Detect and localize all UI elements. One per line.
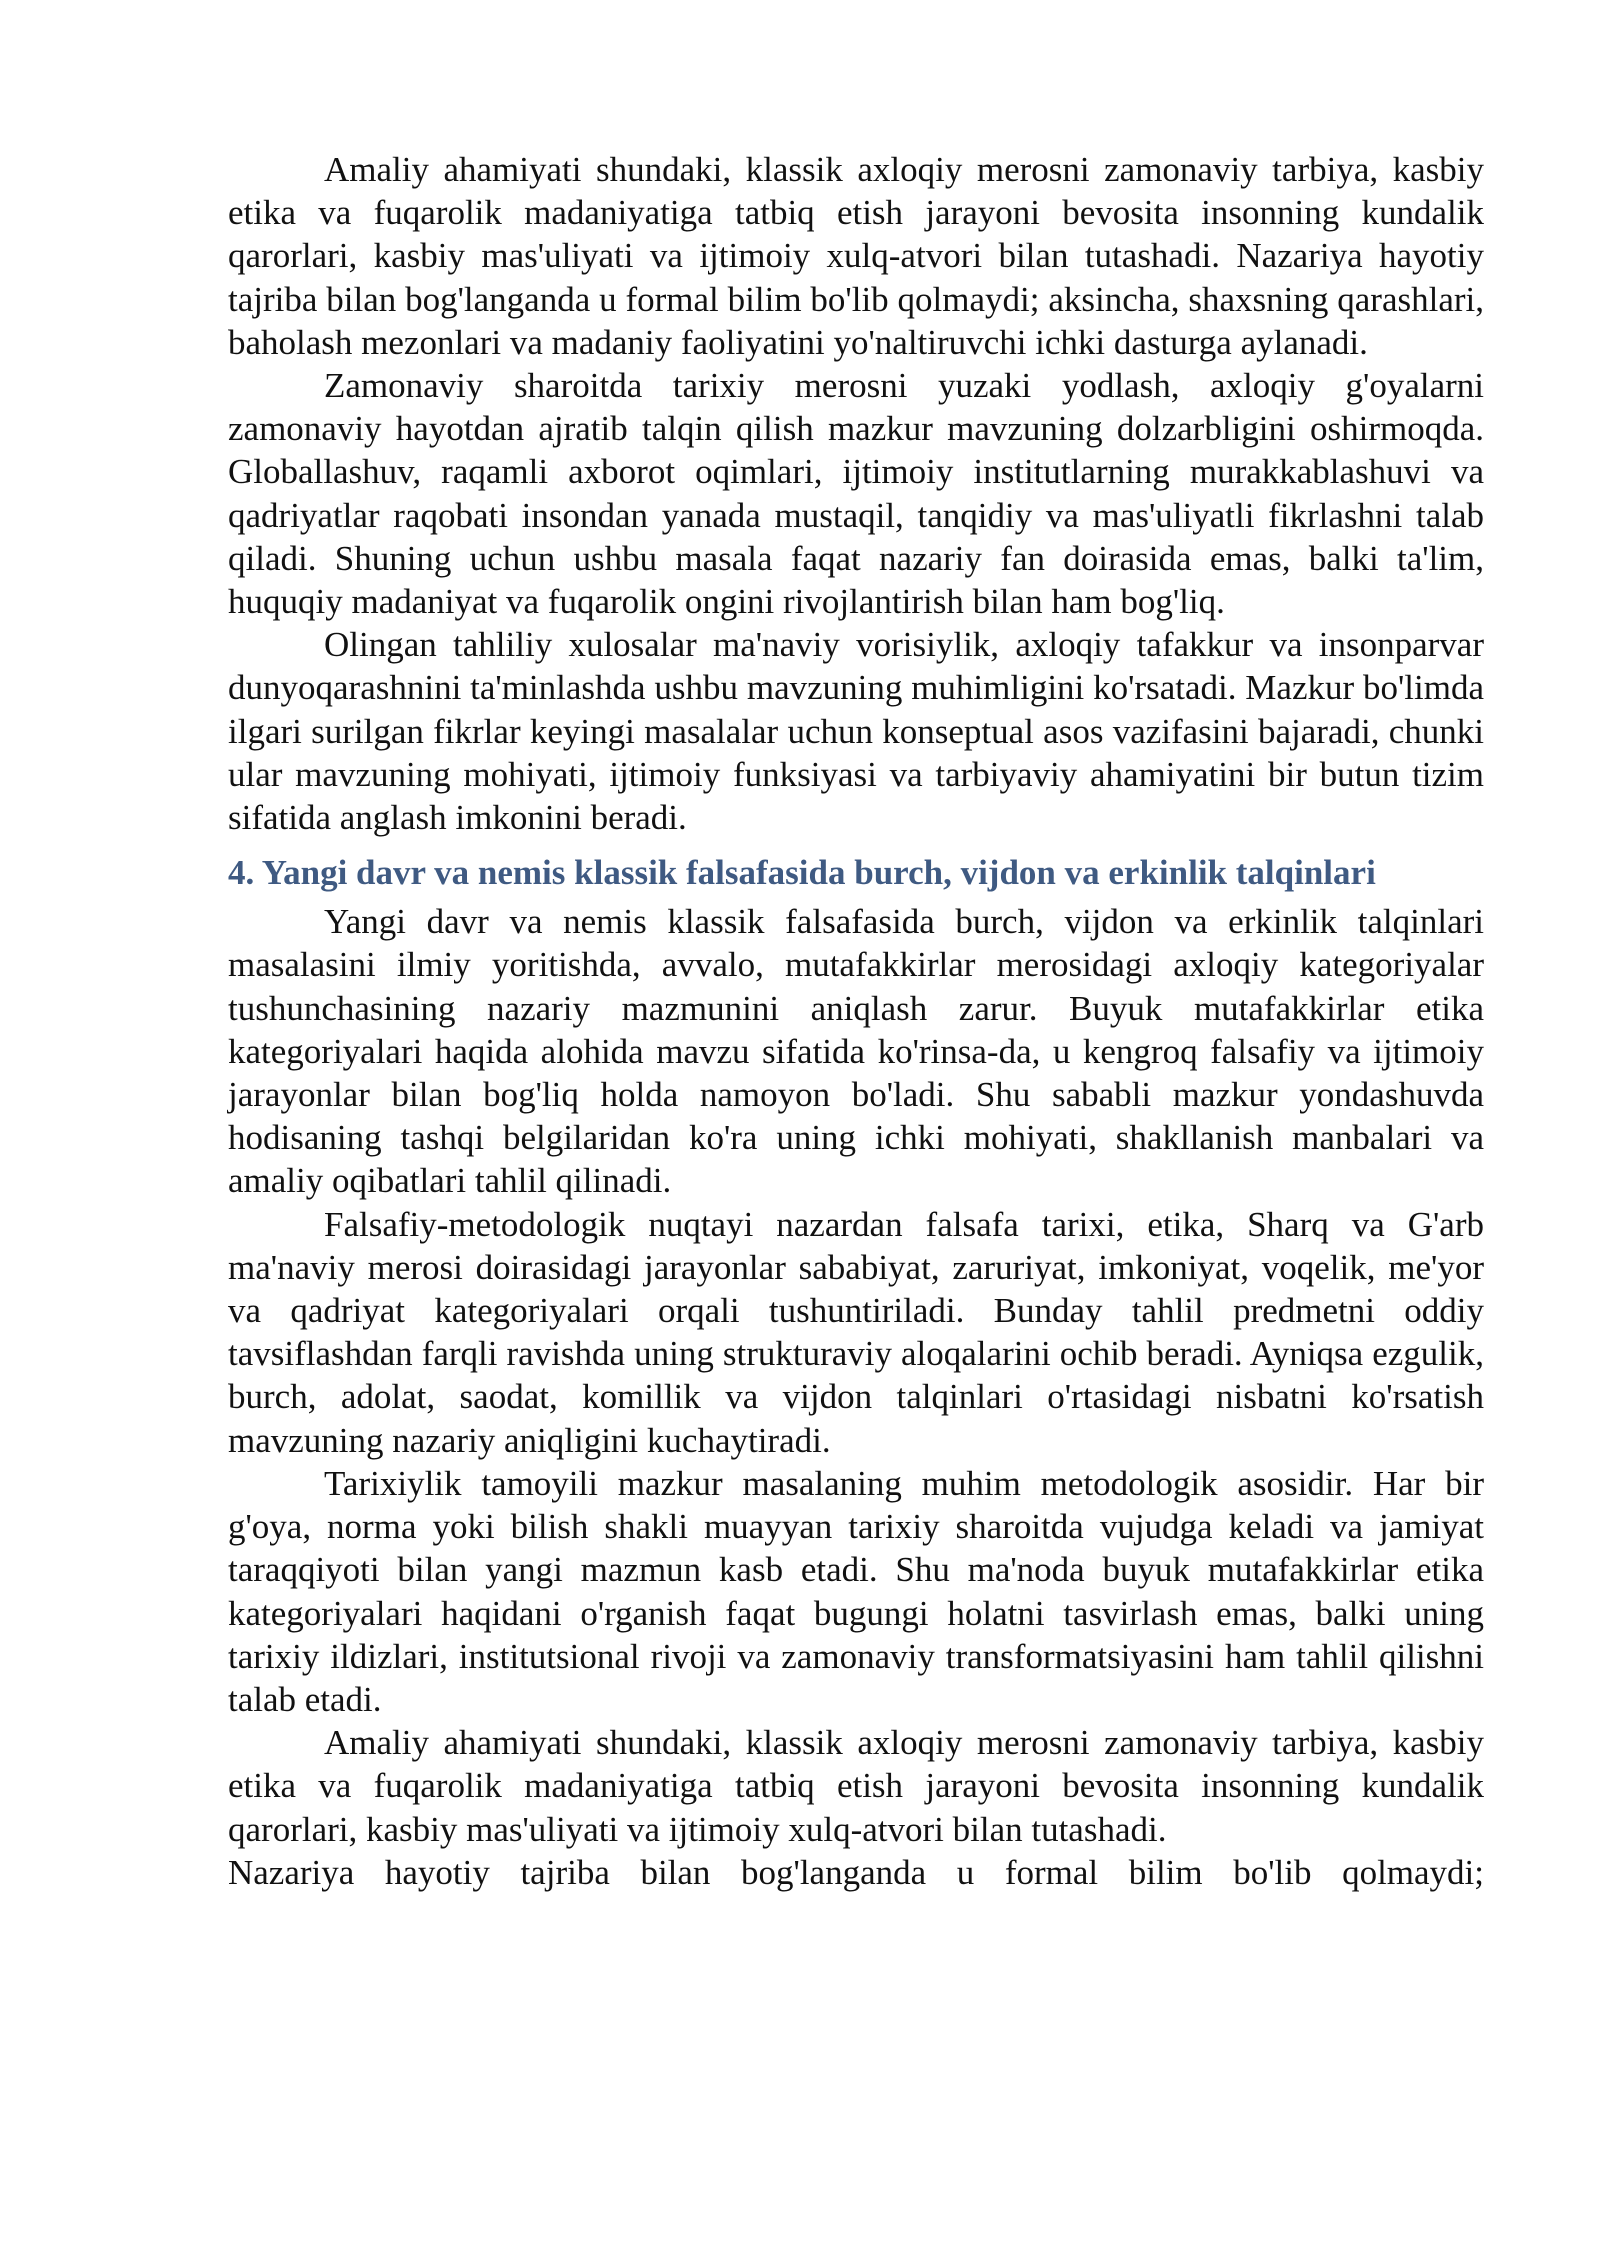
paragraph-historicity: Tarixiylik tamoyili mazkur masalaning muhim metodologik asosidir. Har bir g'oya, norma yoki bilish shakli muayyan tarixiy sharoitda vujudga keladi va jamiyat taraqqiyoti bilan yangi mazmun kasb etadi. Shu ma'noda buyuk mutafakkirlar etika kategoriyalari haqidani o'rganish faqat bugungi holatni tasvirlash emas, balki uning tarixiy ildizlari, institutsional rivoji va zamonaviy transformatsiyasini ham tahlil qilishni talab etadi. — [228, 1463, 1484, 1719]
paragraph-methodology: Falsafiy-metodologik nuqtayi nazardan falsafa tarixi, etika, Sharq va G'arb ma'naviy merosi doirasidagi jarayonlar sababiyat, zaruriyat, imkoniyat, voqelik, me'yor va qadriyat kategoriyalari orqali tushuntiriladi. Bunday tahlil predmetni oddiy tavsiflashdan farqli ravishda uning strukturaviy aloqalarini ochib beradi. Ayniqsa ezgulik, burch, adolat, saodat, komillik va vijdon talqinlari o'rtasidagi nisbatni ko'rsatish mavzuning nazariy aniqligini kuchaytiradi. — [228, 1204, 1484, 1460]
paragraph-cut-off-line: Nazariya hayotiy tajriba bilan bog'langanda u formal bilim bo'lib qolmaydi; — [228, 1852, 1484, 1892]
paragraph-section-intro: Yangi davr va nemis klassik falsafasida burch, vijdon va erkinlik talqinlari masalasini ilmiy yoritishda, avvalo, mutafakkirlar merosidagi axloqiy kategoriyalar tushunchasining nazariy mazmunini aniqlash zarur. Buyuk mutafakkirlar etika kategoriyalari haqida alohida mavzu sifatida ko'rinsa-da, u kengroq falsafiy va ijtimoiy jarayonlar bilan bog'liq holda namoyon bo'ladi. Shu sababli mazkur yondashuvda hodisaning tashqi belgilaridan ko'ra uning ichki mohiyati, shakllanish manbalari va amaliy oqibatlari tahlil qilinadi. — [228, 902, 1484, 1201]
paragraph-practical-significance: Amaliy ahamiyati shundaki, klassik axloqiy merosni zamonaviy tarbiya, kasbiy etika va fuqarolik madaniyatiga tatbiq etish jarayoni bevosita insonning kundalik qarorlari, kasbiy mas'uliyati va ijtimoiy xulq-atvori bilan tutashadi. Nazariya hayotiy tajriba bilan bog'langanda u formal bilim bo'lib qolmaydi; aksincha, shaxsning qarashlari, baholash mezonlari va madaniy faoliyatini yo'naltiruvchi ichki dasturga aylanadi. — [228, 150, 1484, 362]
paragraph-relevance: Zamonaviy sharoitda tarixiy merosni yuzaki yodlash, axloqiy g'oyalarni zamonaviy hayotdan ajratib talqin qilish mazkur mavzuning dolzarbligini oshirmoqda. Globallashuv, raqamli axborot oqimlari, ijtimoiy institutlarning murakkablashuvi va qadriyatlar raqobati insondan yanada mustaqil, tanqidiy va mas'uliyatli fikrlashni talab qiladi. Shuning uchun ushbu masala faqat nazariy fan doirasida emas, balki ta'lim, huquqiy madaniyat va fuqarolik ongini rivojlantirish bilan ham bog'liq. — [228, 366, 1484, 622]
section-heading: 4. Yangi davr va nemis klassik falsafasida burch, vijdon va erkinlik talqinlari — [228, 853, 1376, 893]
paragraph-conclusions: Olingan tahliliy xulosalar ma'naviy vorisiylik, axloqiy tafakkur va insonparvar dunyoqarashnini ta'minlashda ushbu mavzuning muhimligini ko'rsatadi. Mazkur bo'limda ilgari surilgan fikrlar keyingi masalalar uchun konseptual asos vazifasini bajaradi, chunki ular mavzuning mohiyati, ijtimoiy funksiyasi va tarbiyaviy ahamiyatini bir butun tizim sifatida anglash imkonini beradi. — [228, 625, 1484, 838]
paragraph-practical-significance-repeat: Amaliy ahamiyati shundaki, klassik axloqiy merosni zamonaviy tarbiya, kasbiy etika va fuqarolik madaniyatiga tatbiq etish jarayoni bevosita insonning kundalik qarorlari, kasbiy mas'uliyati va ijtimoiy xulq-atvori bilan tutashadi. — [228, 1723, 1484, 1849]
document-page — [228, 148, 1484, 1894]
